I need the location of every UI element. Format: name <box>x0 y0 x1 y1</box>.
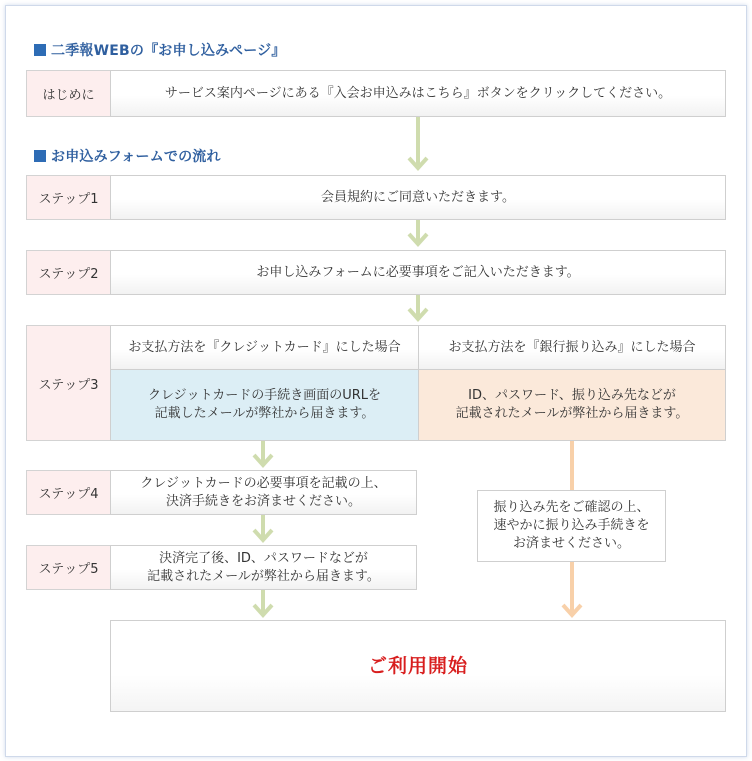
step5-line2: 記載されたメールが弊社から届きます。 <box>147 568 380 584</box>
step3-card-line2: 記載したメールが弊社から届きます。 <box>154 406 375 421</box>
square-bullet-icon <box>34 44 46 56</box>
section-title <box>34 146 221 166</box>
step5-line1: 決済完了後、ID、パスワードなどが <box>159 550 368 566</box>
step5-label: ステップ5 <box>26 545 111 590</box>
step3-bank-line1: ID、パスワード、振り込み先などが <box>468 388 676 403</box>
section-title-text: お申込みフォームでの流れ <box>51 149 221 165</box>
step1-text: 会員規約にご同意いただきます。 <box>110 175 726 220</box>
step2-label: ステップ2 <box>26 250 111 295</box>
bank-note-line3: お済ませください。 <box>512 536 630 551</box>
step1-label: ステップ1 <box>26 175 111 220</box>
bank-note <box>477 490 666 562</box>
bank-note-line1: 振り込み先をご確認の上、 <box>493 500 650 515</box>
step5-text <box>110 545 417 590</box>
intro-label: はじめに <box>26 70 111 117</box>
step3-card-text <box>110 369 419 441</box>
final-text: ご利用開始 <box>367 655 468 677</box>
step4-line1: クレジットカードの必要事項を記載の上、 <box>140 475 387 491</box>
bank-note-line2: 速やかに振り込み手続きを <box>493 518 650 533</box>
page-title <box>34 40 286 60</box>
step2-text: お申し込みフォームに必要事項をご記入いただきます。 <box>110 250 726 295</box>
intro-text: サービス案内ページにある『入会お申込みはこちら』ボタンをクリックしてください。 <box>110 70 726 117</box>
step3-label: ステップ3 <box>26 325 111 441</box>
final-box <box>110 620 726 712</box>
square-bullet-icon <box>34 150 46 162</box>
step3-card-header: お支払方法を『クレジットカード』にした場合 <box>110 325 419 370</box>
step3-bank-line2: 記載されたメールが弊社から届きます。 <box>455 406 689 421</box>
step3-bank-header: お支払方法を『銀行振り込み』にした場合 <box>418 325 726 370</box>
page-title-text: 二季報WEBの『お申し込みページ』 <box>51 43 286 59</box>
step3-bank-text <box>418 369 726 441</box>
step4-line2: 決済手続きをお済ませください。 <box>165 493 361 509</box>
step4-text <box>110 470 417 515</box>
step3-card-line1: クレジットカードの手続き画面のURLを <box>147 388 382 403</box>
step4-label: ステップ4 <box>26 470 111 515</box>
